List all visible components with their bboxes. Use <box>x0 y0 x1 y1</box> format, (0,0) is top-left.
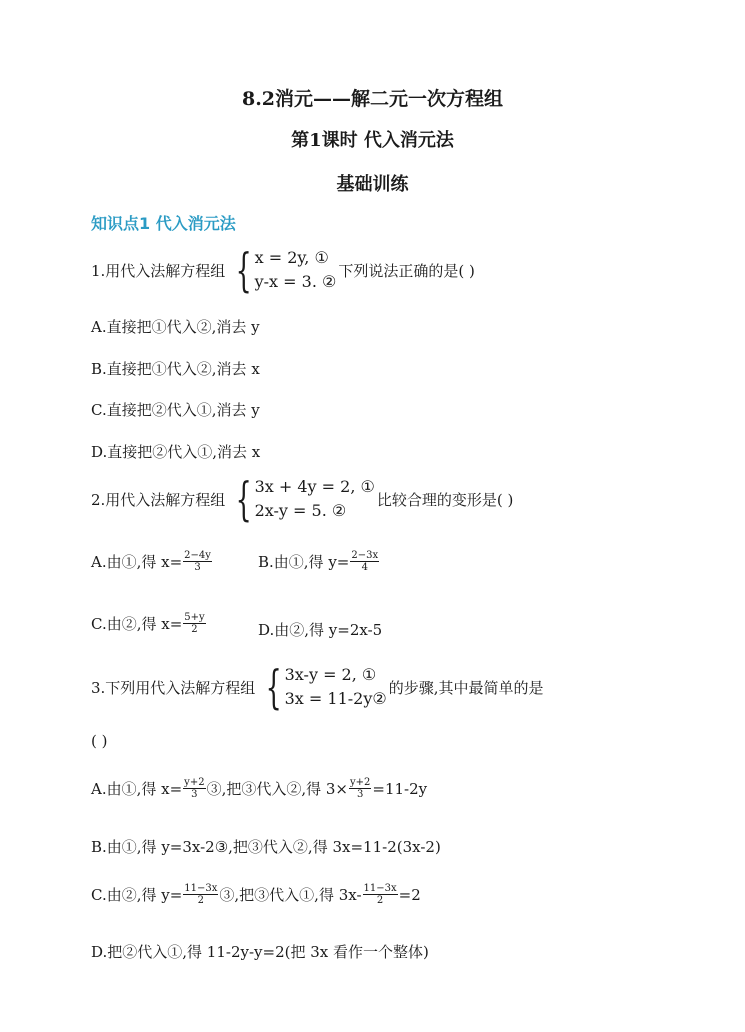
option-2a-prefix: A.由①,得 x= <box>91 553 183 571</box>
option-3d[interactable]: D.把②代入①,得 11-2y-y=2(把 3x 看作一个整体) <box>91 943 429 961</box>
option-2a[interactable] <box>91 550 213 573</box>
question-3 <box>91 660 544 714</box>
question-2 <box>91 472 514 526</box>
option-2d[interactable]: D.由②,得 y=2x-5 <box>258 621 383 639</box>
lesson-title: 第1课时 代入消元法 <box>291 130 454 151</box>
left-brace: { <box>235 243 253 297</box>
equation-system <box>259 660 387 714</box>
numerator: 2−3x <box>351 550 379 561</box>
section-heading: 基础训练 <box>336 174 409 195</box>
fraction <box>183 883 218 906</box>
option-3c-middle: ③,把③代入①,得 3x- <box>219 886 362 904</box>
knowledge-point-heading: 知识点1 代入消元法 <box>91 214 236 233</box>
option-1a[interactable]: A.直接把①代入②,消去 y <box>91 318 260 336</box>
equation-system <box>229 243 337 297</box>
equation-2: 2x-y = 5. ② <box>254 501 347 520</box>
denominator: 3 <box>356 789 364 800</box>
option-2c[interactable] <box>91 612 207 635</box>
equation-2: 3x = 11-2y② <box>284 689 387 708</box>
option-2b-prefix: B.由①,得 y= <box>258 553 350 571</box>
option-3c-prefix: C.由②,得 y= <box>91 886 183 904</box>
numerator: y+2 <box>184 777 205 788</box>
question-2-suffix: 比较合理的变形是( ) <box>376 490 514 509</box>
option-3a[interactable] <box>91 777 427 800</box>
numerator: y+2 <box>349 777 371 788</box>
equation-1: x = 2y, ① <box>254 248 329 267</box>
denominator: 2 <box>376 895 384 906</box>
fraction <box>349 777 371 800</box>
fraction <box>363 883 398 906</box>
option-3a-prefix: A.由①,得 x= <box>91 780 183 798</box>
equation-1: 3x-y = 2, ① <box>284 665 377 684</box>
question-2-prefix: 2.用代入法解方程组 <box>91 490 226 509</box>
numerator: 2−4y <box>184 550 211 561</box>
denominator: 2 <box>197 895 205 906</box>
question-1-prefix: 1.用代入法解方程组 <box>91 261 226 280</box>
fraction <box>183 777 205 800</box>
option-1c[interactable]: C.直接把②代入①,消去 y <box>91 401 260 419</box>
equation-system <box>229 472 375 526</box>
left-brace: { <box>235 472 253 526</box>
option-3a-suffix: =11-2y <box>372 779 428 798</box>
question-1-suffix: 下列说法正确的是( ) <box>338 261 475 280</box>
denominator: 2 <box>191 624 198 635</box>
question-3-prefix: 3.下列用代入法解方程组 <box>91 678 256 697</box>
answer-paren: ( ) <box>91 732 108 750</box>
option-3c-suffix: =2 <box>398 885 421 904</box>
equation-1: 3x + 4y = 2, ① <box>254 477 375 496</box>
option-3b[interactable]: B.由①,得 y=3x-2③,把③代入②,得 3x=11-2(3x-2) <box>91 838 441 856</box>
fraction <box>183 612 205 635</box>
option-3c[interactable] <box>91 883 421 906</box>
option-3a-middle: ③,把③代入②,得 3× <box>206 780 348 798</box>
option-1b[interactable]: B.直接把①代入②,消去 x <box>91 360 260 378</box>
numerator: 5+y <box>184 612 205 623</box>
option-2c-prefix: C.由②,得 x= <box>91 615 183 633</box>
equation-2: y-x = 3. ② <box>254 272 337 291</box>
numerator: 11−3x <box>363 883 397 894</box>
denominator: 3 <box>191 789 198 800</box>
denominator: 3 <box>194 562 201 573</box>
question-1 <box>91 243 475 297</box>
fraction <box>350 550 379 573</box>
option-1d[interactable]: D.直接把②代入①,消去 x <box>91 443 261 461</box>
fraction <box>183 550 212 573</box>
numerator: 11−3x <box>184 883 218 894</box>
left-brace: { <box>265 660 283 714</box>
option-2b[interactable] <box>258 550 380 573</box>
denominator: 4 <box>361 562 368 573</box>
page-title: 8.2消元——解二元一次方程组 <box>241 88 504 110</box>
question-3-suffix: 的步骤,其中最简单的是 <box>388 678 544 697</box>
